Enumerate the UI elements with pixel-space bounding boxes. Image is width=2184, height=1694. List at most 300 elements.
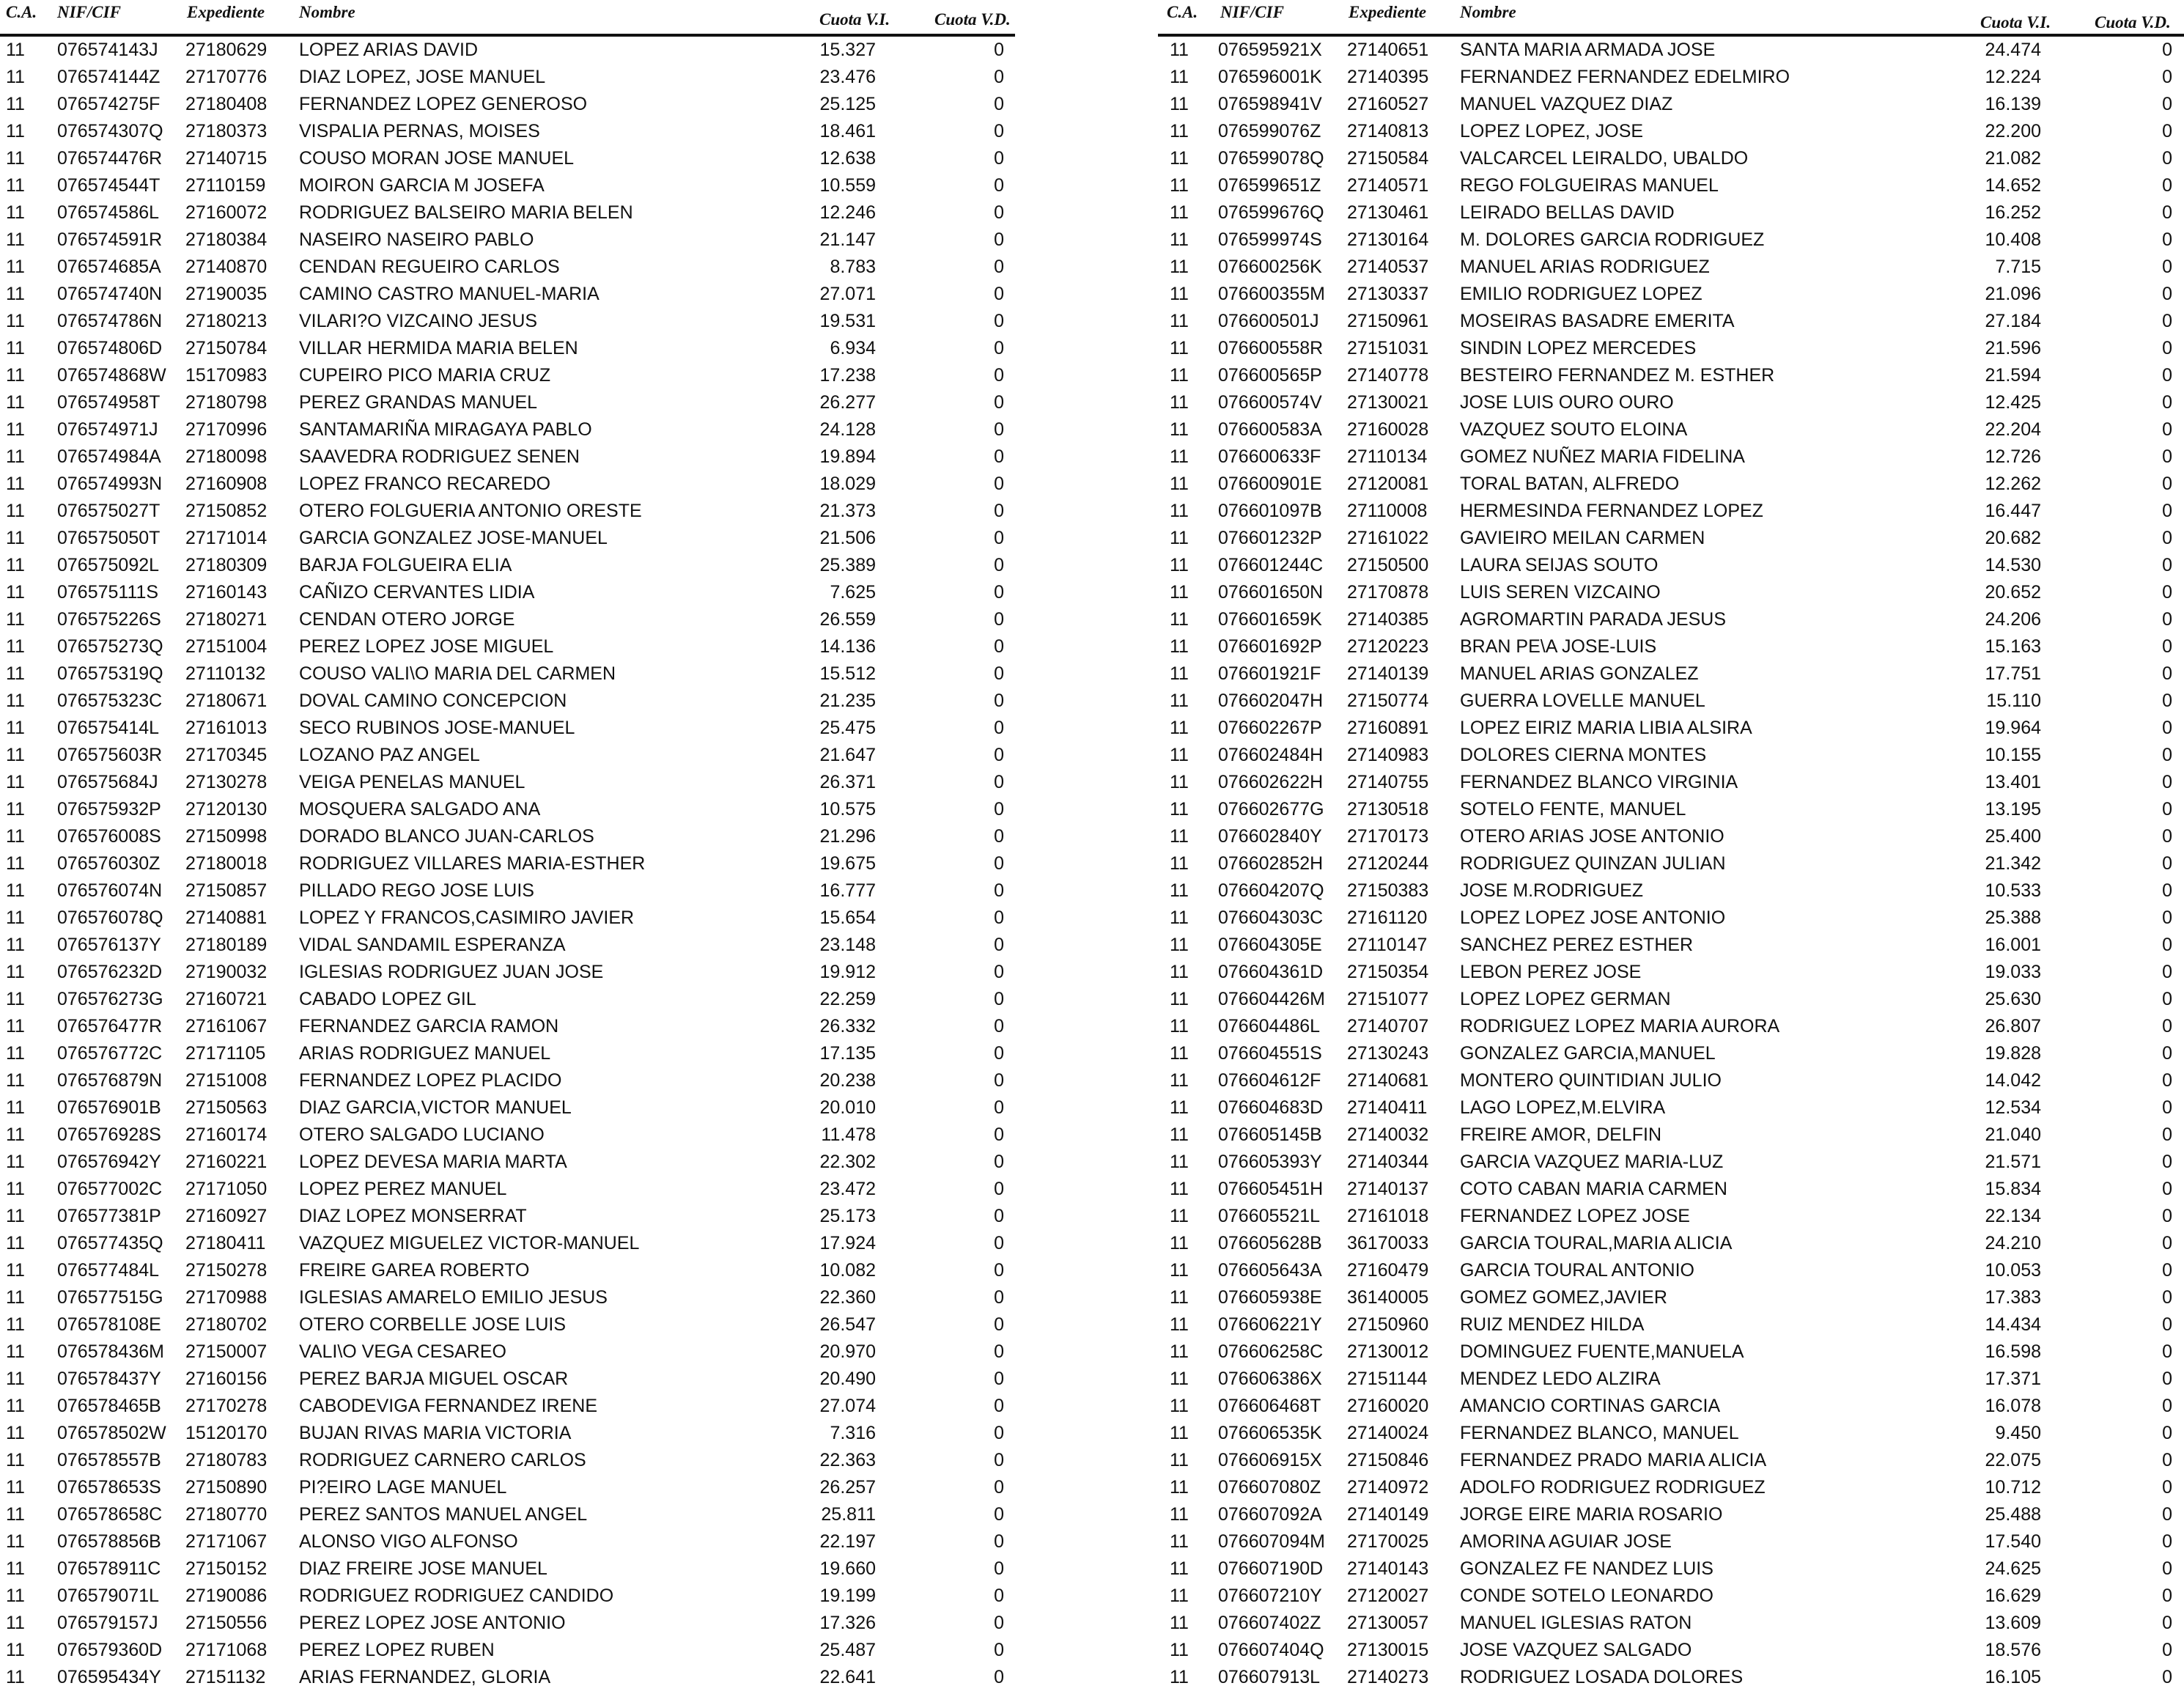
table-row [1158, 1637, 2184, 1664]
cuota-vd-cell: 0 [2162, 40, 2172, 60]
cuota-vi-cell: 19.894 [819, 446, 876, 467]
cuota-vi-cell: 9.450 [1995, 1423, 2041, 1443]
table-row [1158, 37, 2184, 64]
expediente-cell: 27150007 [185, 1341, 268, 1362]
expediente-cell: 27120223 [1347, 636, 1429, 657]
nif-cell: 076606468T [1218, 1396, 1321, 1416]
cuota-vd-cell: 0 [2162, 826, 2172, 847]
nif-cell: 076574984A [57, 446, 161, 467]
nombre-cell: RODRIGUEZ RODRIGUEZ CANDIDO [299, 1586, 614, 1606]
table-row [0, 1067, 1015, 1094]
nif-cell: 076604486L [1218, 1016, 1321, 1036]
cuota-vd-cell: 0 [994, 94, 1004, 114]
nif-cell: 076579071L [57, 1586, 160, 1606]
cuota-vi-cell: 21.571 [1985, 1152, 2041, 1172]
cuota-vd-cell: 0 [994, 1206, 1004, 1226]
expediente-cell: 27180671 [185, 691, 268, 711]
expediente-cell: 27171105 [185, 1043, 266, 1064]
nif-cell: 076574993N [57, 474, 163, 494]
nif-cell: 076576477R [57, 1016, 163, 1036]
ca-cell: 11 [1170, 202, 1189, 223]
cuota-vi-cell: 15.163 [1985, 636, 2041, 657]
ca-cell: 11 [6, 1314, 25, 1335]
expediente-cell: 27110008 [1347, 501, 1428, 521]
expediente-cell: 27180213 [185, 311, 268, 331]
table-row [1158, 64, 2184, 91]
nombre-cell: FERNANDEZ PRADO MARIA ALICIA [1460, 1450, 1767, 1470]
ca-cell: 11 [1170, 284, 1189, 304]
cuota-vi-cell: 27.184 [1985, 311, 2041, 331]
ca-cell: 11 [1170, 1396, 1189, 1416]
cuota-vi-cell: 22.360 [819, 1287, 876, 1308]
expediente-cell: 27140273 [1347, 1667, 1429, 1687]
expediente-cell: 27160143 [185, 582, 268, 603]
table-row [0, 932, 1015, 959]
nombre-cell: SANTAMARIÑA MIRAGAYA PABLO [299, 419, 592, 440]
table-row [1158, 769, 2184, 796]
nif-cell: 076605643A [1218, 1260, 1322, 1281]
cuota-vd-cell: 0 [2162, 555, 2172, 575]
cuota-vi-cell: 13.401 [1985, 772, 2041, 792]
cuota-vi-cell: 17.924 [819, 1233, 876, 1253]
nombre-cell: PILLADO REGO JOSE LUIS [299, 880, 534, 901]
nif-cell: 076596001K [1218, 67, 1322, 87]
cuota-vi-cell: 15.512 [819, 663, 876, 684]
nombre-cell: GARCIA TOURAL ANTONIO [1460, 1260, 1694, 1281]
table-row [0, 877, 1015, 905]
nombre-cell: LOPEZ ARIAS DAVID [299, 40, 479, 60]
ca-cell: 11 [1170, 582, 1189, 603]
right-table-body [1158, 37, 2184, 1691]
table-row [0, 1311, 1015, 1338]
expediente-cell: 27180384 [185, 229, 268, 250]
cuota-vi-cell: 16.629 [1985, 1586, 2041, 1606]
cuota-vi-cell: 21.096 [1985, 284, 2041, 304]
cuota-vd-cell: 0 [994, 691, 1004, 711]
nombre-cell: LOPEZ LOPEZ, JOSE [1460, 121, 1644, 141]
expediente-cell: 27160174 [185, 1124, 268, 1145]
nombre-cell: LOPEZ EIRIZ MARIA LIBIA ALSIRA [1460, 718, 1752, 738]
expediente-cell: 27190035 [185, 284, 268, 304]
cuota-vd-cell: 0 [994, 745, 1004, 765]
right-table [1158, 0, 2184, 1691]
cuota-vd-cell: 0 [994, 1097, 1004, 1118]
nif-cell: 076575414L [57, 718, 160, 738]
cuota-vi-cell: 25.630 [1985, 989, 2041, 1009]
cuota-vd-cell: 0 [994, 1423, 1004, 1443]
nombre-cell: SINDIN LOPEZ MERCEDES [1460, 338, 1697, 358]
expediente-cell: 27170988 [185, 1287, 268, 1308]
ca-cell: 11 [6, 67, 25, 87]
nif-cell: 076602852H [1218, 853, 1324, 874]
nombre-cell: VALCARCEL LEIRALDO, UBALDO [1460, 148, 1749, 169]
nif-cell: 076578658C [57, 1504, 163, 1525]
nombre-cell: RODRIGUEZ LOSADA DOLORES [1460, 1667, 1744, 1687]
ca-cell: 11 [1170, 663, 1189, 684]
cuota-vd-cell: 0 [2162, 636, 2172, 657]
cuota-vd-cell: 0 [2162, 1179, 2172, 1199]
expediente-cell: 27130337 [1347, 284, 1429, 304]
cuota-vd-cell: 0 [2162, 229, 2172, 250]
table-row [1158, 742, 2184, 769]
nombre-cell: OTERO ARIAS JOSE ANTONIO [1460, 826, 1724, 847]
cuota-vd-cell: 0 [2162, 853, 2172, 874]
cuota-vi-cell: 19.199 [819, 1586, 876, 1606]
cuota-vi-cell: 16.139 [1985, 94, 2041, 114]
cuota-vi-cell: 26.257 [819, 1477, 876, 1498]
nombre-cell: RODRIGUEZ QUINZAN JULIAN [1460, 853, 1726, 874]
nif-cell: 076574591R [57, 229, 163, 250]
table-row [0, 986, 1015, 1013]
nombre-cell: CABODEVIGA FERNANDEZ IRENE [299, 1396, 598, 1416]
table-row [0, 742, 1015, 769]
cuota-vd-cell: 0 [994, 1450, 1004, 1470]
cuota-vi-cell: 17.540 [1985, 1531, 2041, 1552]
cuota-vd-cell: 0 [994, 1124, 1004, 1145]
nombre-cell: MONTERO QUINTIDIAN JULIO [1460, 1070, 1722, 1091]
expediente-cell: 27151132 [185, 1667, 266, 1687]
cuota-vd-cell: 0 [2162, 609, 2172, 630]
ca-cell: 11 [1170, 1152, 1189, 1172]
cuota-vd-cell: 0 [994, 1477, 1004, 1498]
table-row [0, 1528, 1015, 1555]
table-row [1158, 850, 2184, 877]
expediente-cell: 27150556 [185, 1613, 268, 1633]
ca-cell: 11 [6, 1124, 25, 1145]
cuota-vd-cell: 0 [2162, 1667, 2172, 1687]
cuota-vd-cell: 0 [994, 501, 1004, 521]
cuota-vd-cell: 0 [2162, 311, 2172, 331]
nif-cell: 076600256K [1218, 257, 1322, 277]
cuota-vi-cell: 21.040 [1985, 1124, 2041, 1145]
expediente-cell: 27180018 [185, 853, 268, 874]
nif-cell: 076601232P [1218, 528, 1322, 548]
cuota-vi-cell: 12.726 [1985, 446, 2041, 467]
expediente-cell: 27170278 [185, 1396, 268, 1416]
expediente-cell: 27130015 [1347, 1640, 1429, 1660]
table-row [0, 959, 1015, 986]
nombre-cell: M. DOLORES GARCIA RODRIGUEZ [1460, 229, 1765, 250]
nombre-cell: FERNANDEZ LOPEZ GENEROSO [299, 94, 588, 114]
cuota-vi-cell: 10.155 [1985, 745, 2041, 765]
cuota-vi-cell: 25.488 [1985, 1504, 2041, 1525]
ca-cell: 11 [6, 636, 25, 657]
nombre-cell: LEIRADO BELLAS DAVID [1460, 202, 1675, 223]
table-row [0, 389, 1015, 416]
table-row [1158, 1366, 2184, 1393]
ca-cell: 11 [6, 1070, 25, 1091]
cuota-vd-cell: 0 [994, 1640, 1004, 1660]
nombre-cell: MANUEL IGLESIAS RATON [1460, 1613, 1692, 1633]
nif-cell: 076574144Z [57, 67, 161, 87]
cuota-vd-cell: 0 [2162, 1504, 2172, 1525]
nif-cell: 076574143J [57, 40, 158, 60]
left-table-header [0, 0, 1015, 37]
expediente-cell: 27170996 [185, 419, 268, 440]
nif-cell: 076605393Y [1218, 1152, 1322, 1172]
expediente-cell: 27150998 [185, 826, 268, 847]
cuota-vi-cell: 16.777 [819, 880, 876, 901]
ca-cell: 11 [6, 1206, 25, 1226]
cuota-vi-cell: 26.559 [819, 609, 876, 630]
nombre-cell: OTERO CORBELLE JOSE LUIS [299, 1314, 566, 1335]
cuota-vd-cell: 0 [994, 1667, 1004, 1687]
nombre-cell: GONZALEZ GARCIA,MANUEL [1460, 1043, 1716, 1064]
cuota-vi-cell: 21.235 [819, 691, 876, 711]
nombre-cell: MENDEZ LEDO ALZIRA [1460, 1369, 1661, 1389]
table-row [0, 1474, 1015, 1501]
expediente-cell: 27140149 [1347, 1504, 1429, 1525]
cuota-vi-cell: 8.783 [830, 257, 876, 277]
nif-cell: 076602267P [1218, 718, 1322, 738]
nif-cell: 076574806D [57, 338, 163, 358]
nif-cell: 076579360D [57, 1640, 163, 1660]
table-row [1158, 1203, 2184, 1230]
table-row [1158, 498, 2184, 525]
expediente-cell: 27140395 [1347, 67, 1429, 87]
expediente-cell: 27140344 [1347, 1152, 1429, 1172]
cuota-vd-cell: 0 [2162, 772, 2172, 792]
cuota-vd-cell: 0 [2162, 1097, 2172, 1118]
ca-cell: 11 [1170, 1097, 1189, 1118]
expediente-cell: 27180798 [185, 392, 268, 413]
header-cuota-vi: Cuota V.I. [1980, 13, 2051, 32]
nombre-cell: COTO CABAN MARIA CARMEN [1460, 1179, 1727, 1199]
ca-cell: 11 [6, 392, 25, 413]
expediente-cell: 27180271 [185, 609, 268, 630]
nombre-cell: MANUEL ARIAS GONZALEZ [1460, 663, 1699, 684]
table-row [1158, 1501, 2184, 1528]
cuota-vi-cell: 26.807 [1985, 1016, 2041, 1036]
nombre-cell: EMILIO RODRIGUEZ LOPEZ [1460, 284, 1702, 304]
ca-cell: 11 [6, 528, 25, 548]
cuota-vi-cell: 23.148 [819, 935, 876, 955]
table-row [0, 254, 1015, 281]
cuota-vi-cell: 20.238 [819, 1070, 876, 1091]
nif-cell: 076600574V [1218, 392, 1322, 413]
table-row [1158, 281, 2184, 308]
expediente-cell: 27140778 [1347, 365, 1429, 386]
cuota-vi-cell: 27.074 [819, 1396, 876, 1416]
nombre-cell: JOSE LUIS OURO OURO [1460, 392, 1674, 413]
cuota-vi-cell: 16.078 [1985, 1396, 2041, 1416]
ca-cell: 11 [1170, 528, 1189, 548]
expediente-cell: 27151031 [1347, 338, 1429, 358]
ca-cell: 11 [1170, 94, 1189, 114]
table-row [0, 145, 1015, 172]
expediente-cell: 27130057 [1347, 1613, 1429, 1633]
header-ca: C.A. [1167, 3, 1198, 21]
nif-cell: 076602677G [1218, 799, 1324, 820]
nombre-cell: IGLESIAS RODRIGUEZ JUAN JOSE [299, 962, 604, 982]
cuota-vd-cell: 0 [2162, 962, 2172, 982]
expediente-cell: 27110147 [1347, 935, 1428, 955]
ca-cell: 11 [6, 609, 25, 630]
nombre-cell: PI?EIRO LAGE MANUEL [299, 1477, 507, 1498]
ca-cell: 11 [6, 1558, 25, 1579]
cuota-vd-cell: 0 [2162, 1450, 2172, 1470]
ca-cell: 11 [1170, 1016, 1189, 1036]
cuota-vd-cell: 0 [2162, 1558, 2172, 1579]
cuota-vi-cell: 25.400 [1985, 826, 2041, 847]
cuota-vi-cell: 22.134 [1985, 1206, 2041, 1226]
ca-cell: 11 [1170, 392, 1189, 413]
ca-cell: 11 [6, 94, 25, 114]
cuota-vi-cell: 7.316 [830, 1423, 876, 1443]
ca-cell: 11 [1170, 501, 1189, 521]
nif-cell: 076606535K [1218, 1423, 1322, 1443]
table-row [0, 1366, 1015, 1393]
cuota-vd-cell: 0 [2162, 121, 2172, 141]
nombre-cell: VILLAR HERMIDA MARIA BELEN [299, 338, 578, 358]
expediente-cell: 27160156 [185, 1369, 268, 1389]
cuota-vi-cell: 12.246 [819, 202, 876, 223]
cuota-vd-cell: 0 [2162, 148, 2172, 169]
table-row [1158, 1094, 2184, 1122]
cuota-vd-cell: 0 [2162, 880, 2172, 901]
cuota-vd-cell: 0 [2162, 202, 2172, 223]
nombre-cell: ALONSO VIGO ALFONSO [299, 1531, 518, 1552]
nif-cell: 076606258C [1218, 1341, 1324, 1362]
expediente-cell: 27180702 [185, 1314, 268, 1335]
ca-cell: 11 [1170, 1124, 1189, 1145]
cuota-vd-cell: 0 [2162, 1369, 2172, 1389]
nombre-cell: RODRIGUEZ CARNERO CARLOS [299, 1450, 586, 1470]
cuota-vd-cell: 0 [994, 40, 1004, 60]
table-row [1158, 877, 2184, 905]
nif-cell: 076600565P [1218, 365, 1322, 386]
nif-cell: 076574476R [57, 148, 163, 169]
nombre-cell: MOIRON GARCIA M JOSEFA [299, 175, 545, 196]
cuota-vi-cell: 25.475 [819, 718, 876, 738]
nif-cell: 076574740N [57, 284, 163, 304]
nif-cell: 076574958T [57, 392, 161, 413]
ca-cell: 11 [1170, 311, 1189, 331]
cuota-vi-cell: 21.506 [819, 528, 876, 548]
expediente-cell: 27170173 [1347, 826, 1429, 847]
cuota-vd-cell: 0 [994, 1260, 1004, 1281]
ca-cell: 11 [6, 202, 25, 223]
nif-cell: 076604551S [1218, 1043, 1322, 1064]
cuota-vi-cell: 22.197 [819, 1531, 876, 1552]
nif-cell: 076606386X [1218, 1369, 1322, 1389]
cuota-vd-cell: 0 [994, 148, 1004, 169]
table-row [0, 1447, 1015, 1474]
nombre-cell: NASEIRO NASEIRO PABLO [299, 229, 534, 250]
ca-cell: 11 [6, 718, 25, 738]
nif-cell: 076601097B [1218, 501, 1322, 521]
nif-cell: 076600633F [1218, 446, 1321, 467]
ca-cell: 11 [1170, 175, 1189, 196]
cuota-vd-cell: 0 [994, 609, 1004, 630]
ca-cell: 11 [1170, 1477, 1189, 1498]
ca-cell: 11 [1170, 935, 1189, 955]
table-row [1158, 1284, 2184, 1311]
ca-cell: 11 [1170, 609, 1189, 630]
nombre-cell: CENDAN OTERO JORGE [299, 609, 515, 630]
table-row [0, 498, 1015, 525]
ca-cell: 11 [6, 1016, 25, 1036]
nif-cell: 076607080Z [1218, 1477, 1321, 1498]
cuota-vi-cell: 18.461 [819, 121, 876, 141]
expediente-cell: 27150152 [185, 1558, 268, 1579]
cuota-vd-cell: 0 [994, 392, 1004, 413]
table-row [1158, 905, 2184, 932]
table-row [0, 443, 1015, 471]
cuota-vi-cell: 15.110 [1986, 691, 2041, 711]
cuota-vd-cell: 0 [2162, 528, 2172, 548]
nif-cell: 076606221Y [1218, 1314, 1322, 1335]
cuota-vi-cell: 14.434 [1985, 1314, 2041, 1335]
cuota-vd-cell: 0 [994, 338, 1004, 358]
cuota-vi-cell: 12.425 [1985, 392, 2041, 413]
table-row [0, 715, 1015, 742]
expediente-cell: 27140972 [1347, 1477, 1429, 1498]
cuota-vd-cell: 0 [2162, 1287, 2172, 1308]
table-row [1158, 1664, 2184, 1691]
nombre-cell: VILARI?O VIZCAINO JESUS [299, 311, 538, 331]
nombre-cell: OTERO FOLGUERIA ANTONIO ORESTE [299, 501, 642, 521]
expediente-cell: 27150960 [1347, 1314, 1429, 1335]
expediente-cell: 27120081 [1347, 474, 1429, 494]
cuota-vi-cell: 20.682 [1985, 528, 2041, 548]
nif-cell: 076576030Z [57, 853, 161, 874]
left-table [0, 0, 1015, 1691]
cuota-vd-cell: 0 [994, 1016, 1004, 1036]
expediente-cell: 27140813 [1347, 121, 1429, 141]
table-row [1158, 715, 2184, 742]
cuota-vi-cell: 17.238 [819, 365, 876, 386]
nombre-cell: PEREZ GRANDAS MANUEL [299, 392, 538, 413]
cuota-vi-cell: 22.200 [1985, 121, 2041, 141]
cuota-vi-cell: 7.715 [1995, 257, 2041, 277]
nif-cell: 076574786N [57, 311, 163, 331]
cuota-vd-cell: 0 [2162, 94, 2172, 114]
ca-cell: 11 [1170, 1558, 1189, 1579]
cuota-vi-cell: 21.594 [1985, 365, 2041, 386]
nif-cell: 076602840Y [1218, 826, 1322, 847]
nif-cell: 076574275F [57, 94, 161, 114]
ca-cell: 11 [6, 1586, 25, 1606]
expediente-cell: 27140411 [1347, 1097, 1428, 1118]
expediente-cell: 27140983 [1347, 745, 1429, 765]
ca-cell: 11 [6, 962, 25, 982]
cuota-vd-cell: 0 [2162, 1016, 2172, 1036]
ca-cell: 11 [1170, 1070, 1189, 1091]
cuota-vd-cell: 0 [994, 202, 1004, 223]
nif-cell: 076602047H [1218, 691, 1324, 711]
expediente-cell: 27151144 [1347, 1369, 1428, 1389]
ca-cell: 11 [1170, 257, 1189, 277]
table-row [0, 1284, 1015, 1311]
table-row [0, 64, 1015, 91]
nombre-cell: FERNANDEZ GARCIA RAMON [299, 1016, 559, 1036]
cuota-vi-cell: 24.128 [819, 419, 876, 440]
expediente-cell: 36170033 [1347, 1233, 1429, 1253]
ca-cell: 11 [6, 365, 25, 386]
nombre-cell: FERNANDEZ FERNANDEZ EDELMIRO [1460, 67, 1790, 87]
cuota-vd-cell: 0 [2162, 67, 2172, 87]
nif-cell: 076575226S [57, 609, 161, 630]
ca-cell: 11 [1170, 419, 1189, 440]
nombre-cell: GARCIA TOURAL,MARIA ALICIA [1460, 1233, 1733, 1253]
nombre-cell: ADOLFO RODRIGUEZ RODRIGUEZ [1460, 1477, 1766, 1498]
ca-cell: 11 [6, 691, 25, 711]
nombre-cell: GONZALEZ FE NANDEZ LUIS [1460, 1558, 1713, 1579]
nif-cell: 076605145B [1218, 1124, 1322, 1145]
cuota-vi-cell: 15.834 [1985, 1179, 2041, 1199]
expediente-cell: 27130021 [1347, 392, 1429, 413]
